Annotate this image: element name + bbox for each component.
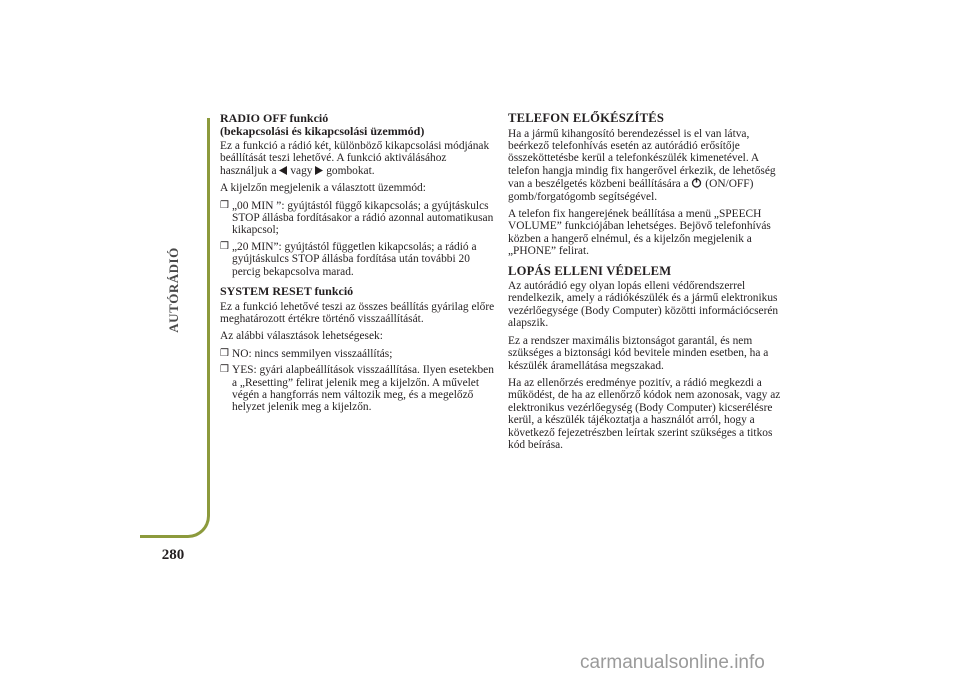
anti-theft-para1: Az autórádió egy olyan lopás elleni védőrendszerrel rendelkezik, amely a rádiókészülék és a jármű elektronikus vezérlőegysége (Body Computer) közötti információcserén alapszik. [508,280,779,330]
power-knob-icon [691,177,702,188]
right-triangle-icon [315,166,323,175]
list-item-text: „20 MIN”: gyújtástól független kikapcsolás; a rádió a gyújtáskulcs STOP állásba fordítása után további 20 percig bekapcsolva marad. [232,240,477,278]
radio-off-list [220,200,495,278]
list-item-text: „00 MIN ”: gyújtástól függő kikapcsolás; a gyújtáskulcs STOP állásba fordításakor a rádió azonnal automatikusan kikapcsol; [232,199,494,237]
system-reset-heading: SYSTEM RESET funkció [220,284,354,299]
radio-off-para2: A kijelzőn megjelenik a választott üzemmód: [220,182,426,195]
list-item [220,200,495,237]
phone-prep-para1-end: (ON/OFF) gomb/forgatógomb segítségével. [508,178,754,203]
page-number: 280 [161,547,185,563]
phone-prep-section [508,112,788,258]
phone-prep-para1 [508,128,788,203]
list-item [220,241,495,278]
system-reset-section [220,285,495,414]
side-tab-label: AUTÓRÁDIÓ [166,247,181,333]
checkbox-bullet-icon: ❒ [220,347,229,359]
list-item-text: NO: nincs semmilyen visszaállítás; [232,347,393,360]
radio-off-heading-line2: (bekapcsolási és kikapcsolási üzemmód) [220,123,425,138]
checkbox-bullet-icon: ❒ [220,240,229,252]
system-reset-para1: Ez a funkció lehetővé teszi az összes beállítás gyárilag előre meghatározott értékre történő visszaállítását. [220,300,495,325]
left-triangle-icon [279,166,287,175]
system-reset-para2: Az alábbi választások lehetségesek: [220,330,383,343]
radio-off-para1-mid: vagy [290,164,313,177]
watermark: carmanualsonline.info [580,652,765,673]
phone-prep-para2: A telefon fix hangerejének beállítása a menü „SPEECH VOLUME” funkciójában lehetséges. Bejövő telefonhívás közben a hangerő elnémul, és a kijelzőn megjelenik a „PHONE” felirat. [508,207,771,258]
phone-prep-heading: TELEFON ELŐKÉSZÍTÉS [508,111,665,125]
checkbox-bullet-icon: ❒ [220,199,229,211]
left-column [220,112,495,419]
radio-off-para1-end: gombokat. [326,164,375,177]
radio-off-section [220,112,495,278]
radio-off-heading [220,112,495,137]
anti-theft-para3: Ha az ellenőrzés eredménye pozitív, a rádió megkezdi a működést, de ha az ellenőrző kódok nem azonosak, vagy az elektronikus vezérlőegység (Body Computer) kicserélésre kerül, a készülék tájékoztatja a használót arról, hogy a következő fejezetrészben leírtak szerint szükséges a titkos kód beírása. [508,376,781,451]
checkbox-bullet-icon: ❒ [220,364,229,376]
phone-prep-para1-text: Ha a jármű kihangosító berendezéssel is el van látva, beérkező telefonhívás esetén az autórádió erősítője összeköttetésbe kerül a telefonkészülék kimenetével. A telefon hangja mindig fix hangerővel érkezik, de lehetőség van a beszélgetés közbeni beállítására a [508,127,776,191]
list-item [220,364,495,414]
radio-off-para1 [220,140,495,177]
right-column [508,112,788,456]
system-reset-list [220,348,495,414]
list-item [220,348,495,360]
radio-off-heading-line1: RADIO OFF funkció [220,111,329,125]
list-item-text: YES: gyári alapbeállítások visszaállítása. Ilyen esetekben a „Resetting” felirat jelenik meg a kijelzőn. A művelet végén a hangforrás nem változik meg, és a megelőző helyzet jelenik meg a kijelzőn. [232,364,494,414]
anti-theft-para2: Ez a rendszer maximális biztonságot garantál, és nem szükséges a biztonsági kód bevitele minden esetben, ha a készülék áramellátása megszakad. [508,334,769,372]
anti-theft-heading: LOPÁS ELLENI VÉDELEM [508,263,672,278]
anti-theft-section [508,265,788,452]
radio-off-para1-text: Ez a funkció a rádió két, különböző kikapcsolási módjának beállítását teszi lehetővé. A funkció aktiválásához használjuk a [220,140,490,177]
